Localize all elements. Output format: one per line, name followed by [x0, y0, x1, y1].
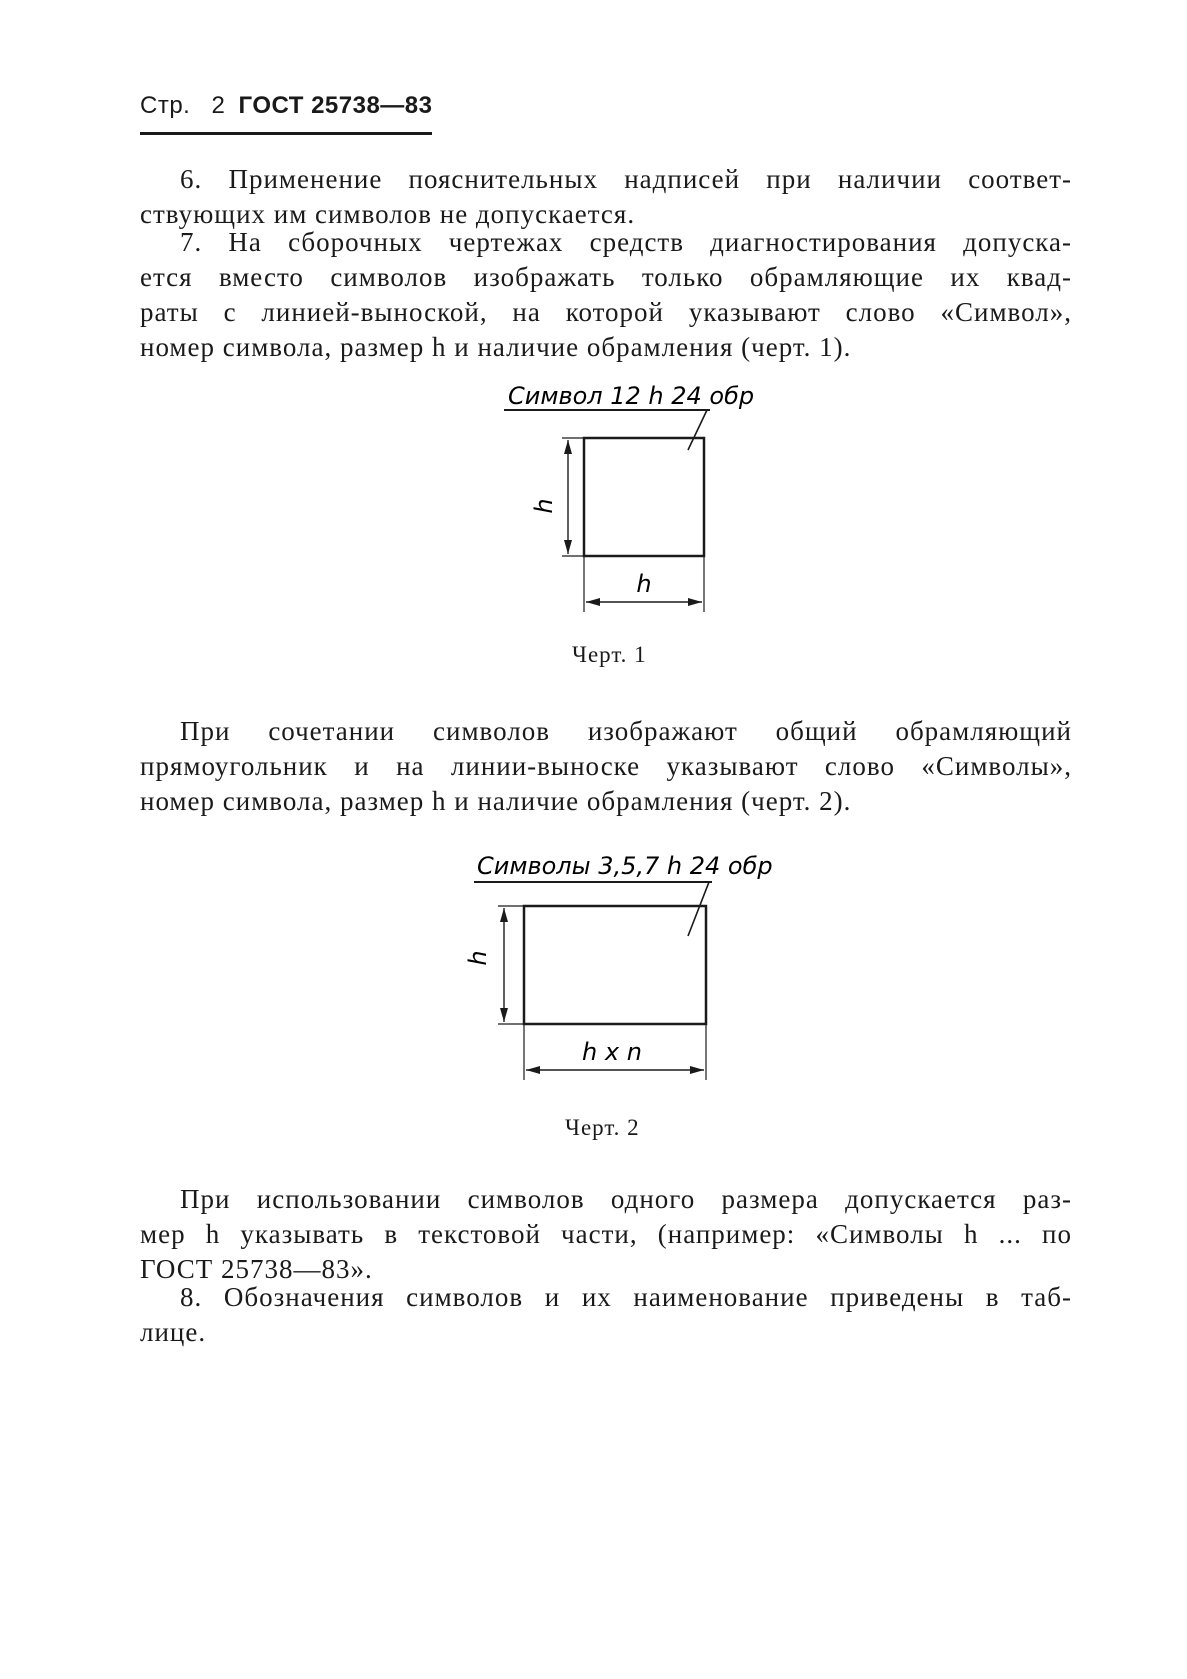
arrowhead	[564, 440, 572, 454]
arrowhead	[500, 908, 508, 922]
page-number: 2	[211, 92, 226, 119]
combined-symbols-line: номер символа, размер h и наличие обрамления (черт. 2).	[140, 786, 852, 816]
section-7-line: 7. На сборочных чертежах средств диагностирования допуска-	[180, 227, 1072, 257]
arrowhead	[586, 598, 600, 606]
section-8-line: 8. Обозначения символов и их наименование приведены в таб-	[180, 1282, 1072, 1312]
single-size-paragraph	[140, 1182, 1072, 1287]
symbol-frame	[584, 438, 704, 556]
combined-symbols-line: прямоугольник и на линии-выноске указывают слово «Символы»,	[140, 751, 1072, 781]
figure-2-annotation: Символы 3,5,7 h 24 обр	[477, 852, 773, 880]
figure-2-caption: Черт. 2	[565, 1115, 640, 1140]
arrowhead	[526, 1066, 540, 1074]
vertical-dimension-label: h	[464, 950, 492, 966]
figure-1	[500, 380, 755, 620]
section-7-line: раты с линией-выноской, на которой указывают слово «Символ»,	[140, 297, 1072, 327]
arrowhead	[564, 540, 572, 554]
section-7-line: номер символа, размер h и наличие обрамления (черт. 1).	[140, 332, 852, 362]
single-size-line: При использовании символов одного размера допускается раз-	[180, 1184, 1072, 1214]
arrowhead	[690, 1066, 704, 1074]
section-7-paragraph	[140, 225, 1072, 365]
vertical-dimension-label: h	[530, 498, 558, 514]
section-6-paragraph	[140, 162, 1072, 232]
section-7-line: ется вместо символов изображать только обрамляющие их квад-	[140, 262, 1072, 292]
combined-symbols-line: При сочетании символов изображают общий обрамляющий	[180, 716, 1072, 746]
combined-symbol-frame	[524, 906, 706, 1024]
section-6-line: ствующих им символов не допускается.	[140, 199, 636, 229]
single-size-line: мер h указывать в текстовой части, (например: «Символы h ... по	[140, 1219, 1072, 1249]
figure-2-drawing	[462, 850, 773, 1090]
document-id: ГОСТ 25738—83	[238, 92, 433, 119]
arrowhead	[500, 1008, 508, 1022]
figure-1-drawing	[500, 380, 755, 620]
single-size-line: ГОСТ 25738—83».	[140, 1254, 373, 1284]
page-header	[140, 92, 433, 120]
section-6-line: 6. Применение пояснительных надписей при наличии соответ-	[180, 164, 1072, 194]
horizontal-dimension-label: h x n	[582, 1038, 642, 1066]
arrowhead	[688, 598, 702, 606]
section-8-line: лице.	[140, 1317, 207, 1347]
figure-2	[462, 850, 773, 1090]
figure-1-annotation: Символ 12 h 24 обр	[508, 382, 755, 410]
section-8-paragraph	[140, 1280, 1072, 1350]
header-rule	[140, 132, 432, 135]
horizontal-dimension-label: h	[636, 570, 652, 598]
page-label: Стр.	[140, 92, 191, 119]
combined-symbols-paragraph	[140, 714, 1072, 819]
figure-1-caption: Черт. 1	[572, 642, 647, 667]
